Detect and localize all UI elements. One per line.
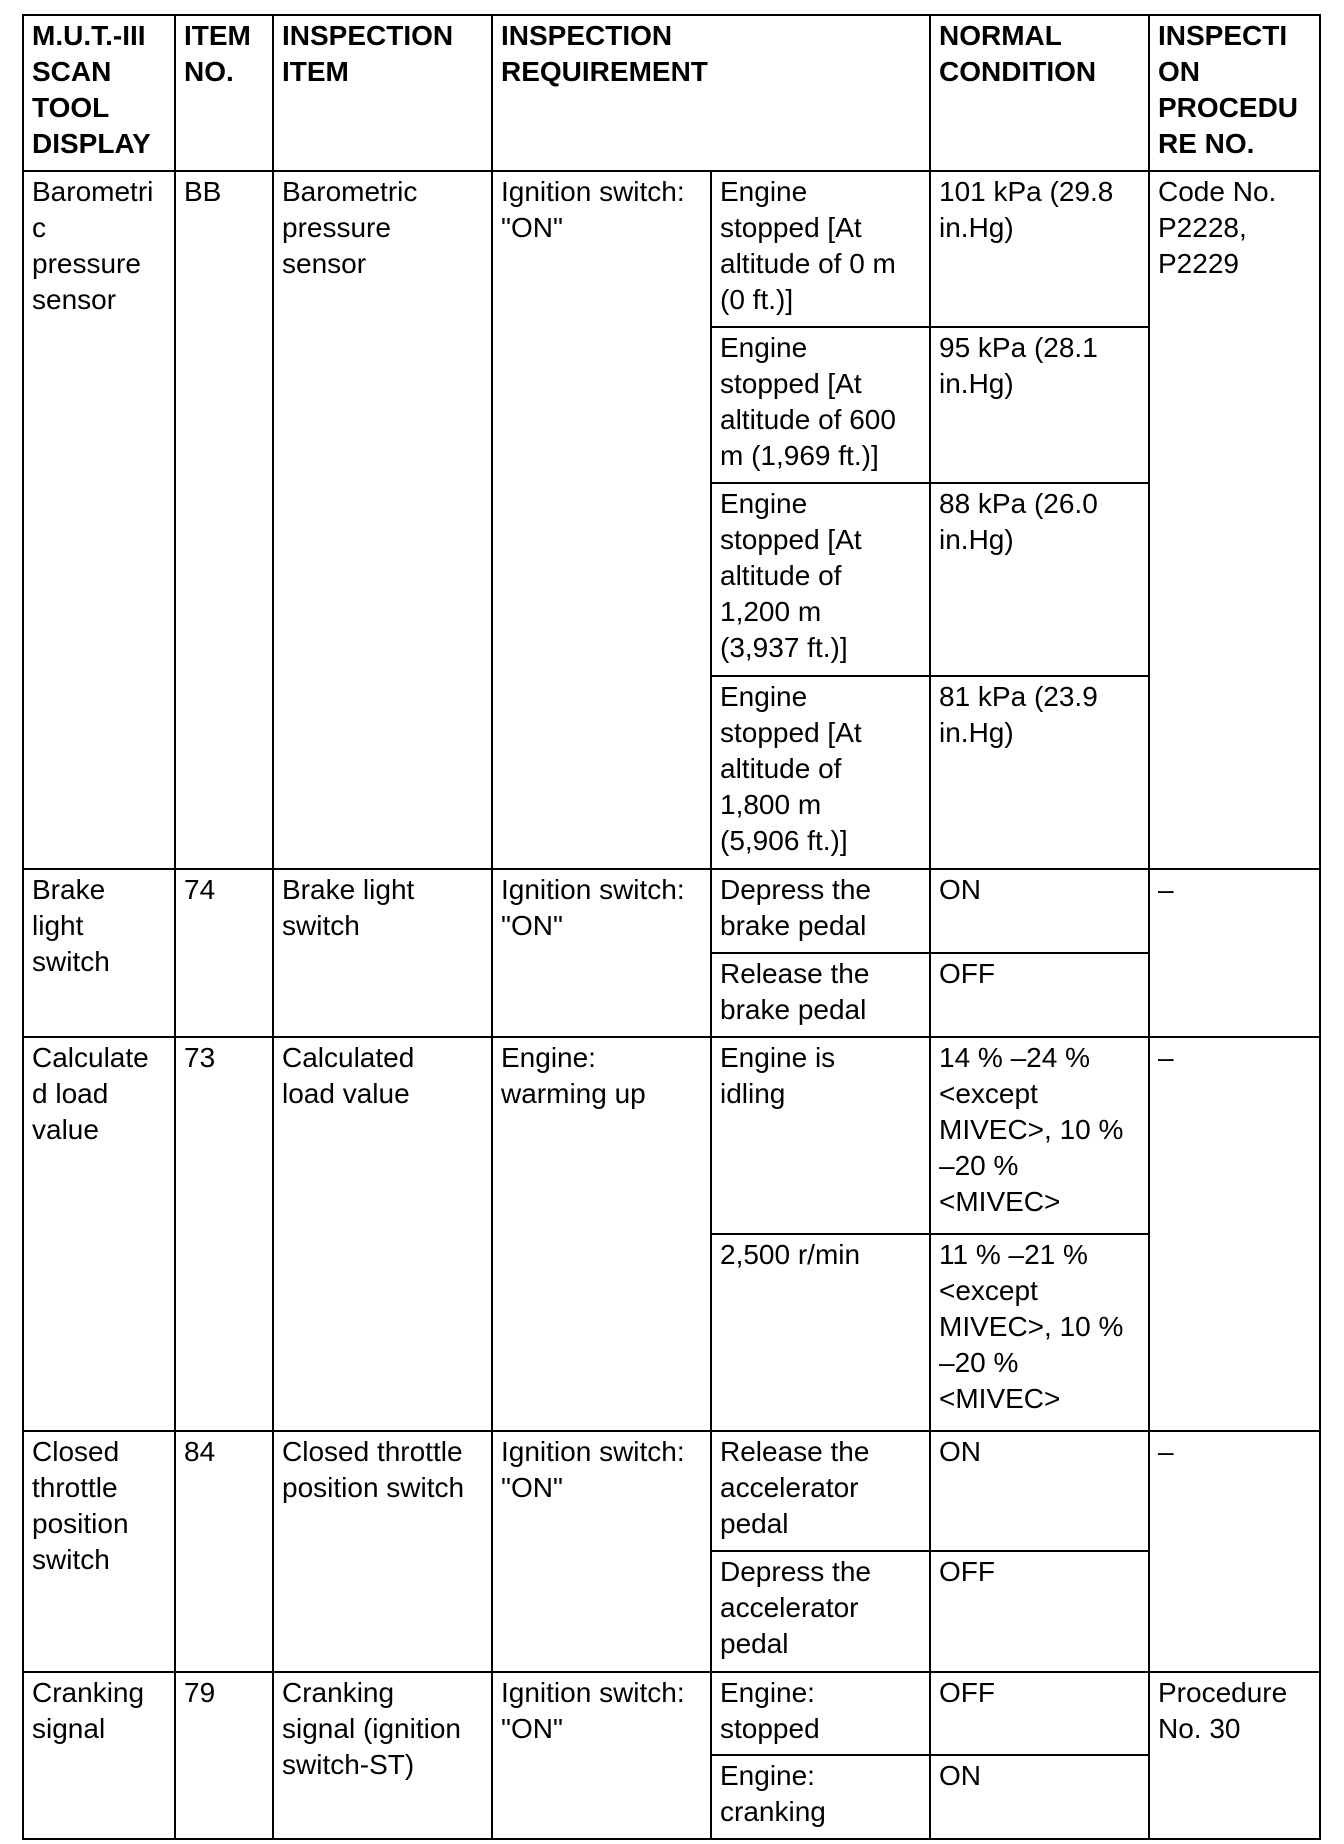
inspection-item-cell [273, 171, 492, 869]
scan-tool-display-cell-text: Closed throttle position switch [32, 1436, 129, 1575]
table-row [23, 869, 1320, 953]
table-row [23, 1431, 1320, 1551]
item-no-cell-text: 84 [184, 1436, 216, 1467]
requirement-detail-cell-text: Engine stopped [At altitude of 1,200 m (3,937 ft.)] [720, 488, 862, 663]
procedure-cell [1149, 1431, 1320, 1672]
requirement-detail-cell [711, 327, 930, 483]
normal-condition-cell [930, 171, 1149, 327]
requirement-detail-cell-text: Engine is idling [720, 1042, 836, 1109]
procedure-cell [1149, 1037, 1320, 1431]
normal-condition-cell-text: 14 % –24 % <except MIVEC>, 10 % –20 % <MIVEC> [939, 1042, 1124, 1217]
inspection-item-cell [273, 1037, 492, 1431]
requirement-detail-cell-text: Engine stopped [At altitude of 600 m (1,969 ft.)] [720, 332, 896, 471]
requirement-condition-cell [492, 171, 711, 869]
normal-condition-cell [930, 483, 1149, 676]
scan-tool-display-cell [23, 1672, 175, 1839]
requirement-detail-cell-text: Release the brake pedal [720, 958, 870, 1025]
procedure-cell-text: – [1158, 874, 1174, 905]
header-inspection-requirement: INSPECTION REQUIREMENT [492, 15, 930, 171]
normal-condition-cell [930, 869, 1149, 953]
scan-tool-display-cell [23, 171, 175, 869]
inspection-item-cell [273, 1431, 492, 1672]
requirement-detail-cell-text: Depress the brake pedal [720, 874, 871, 941]
requirement-condition-cell [492, 1431, 711, 1672]
scan-tool-display-cell-text: Brake light switch [32, 874, 110, 977]
table-body [23, 171, 1320, 1839]
requirement-detail-cell-text: Engine stopped [At altitude of 0 m (0 ft.)] [720, 176, 896, 315]
normal-condition-cell [930, 327, 1149, 483]
procedure-cell [1149, 1672, 1320, 1839]
normal-condition-cell-text: OFF [939, 958, 995, 989]
normal-condition-cell [930, 676, 1149, 869]
table-row [23, 1672, 1320, 1755]
procedure-cell [1149, 869, 1320, 1037]
item-no-cell [175, 869, 273, 1037]
requirement-condition-cell-text: Ignition switch: "ON" [501, 1677, 685, 1744]
normal-condition-cell [930, 1431, 1149, 1551]
table-row [23, 1037, 1320, 1234]
procedure-cell [1149, 171, 1320, 869]
requirement-detail-cell-text: Engine: cranking [720, 1760, 826, 1827]
scan-tool-display-cell [23, 1431, 175, 1672]
requirement-detail-cell [711, 869, 930, 953]
requirement-detail-cell-text: 2,500 r/min [720, 1239, 861, 1270]
requirement-detail-cell-text: Engine stopped [At altitude of 1,800 m (5,906 ft.)] [720, 681, 862, 856]
normal-condition-cell-text: ON [939, 1436, 981, 1467]
requirement-detail-cell [711, 1234, 930, 1431]
requirement-detail-cell [711, 1755, 930, 1839]
procedure-cell-text: – [1158, 1436, 1174, 1467]
inspection-item-cell [273, 1672, 492, 1839]
requirement-condition-cell-text: Ignition switch: "ON" [501, 874, 685, 941]
requirement-detail-cell [711, 1672, 930, 1755]
inspection-item-cell-text: Brake light switch [282, 874, 415, 941]
requirement-condition-cell [492, 869, 711, 1037]
scan-tool-display-cell [23, 869, 175, 1037]
normal-condition-cell [930, 953, 1149, 1037]
requirement-condition-cell-text: Ignition switch: "ON" [501, 1436, 685, 1503]
requirement-detail-cell-text: Release the accelerator pedal [720, 1436, 870, 1539]
header-scan-tool-display: M.U.T.-III SCAN TOOL DISPLAY [23, 15, 175, 171]
inspection-item-cell-text: Closed throttle position switch [282, 1436, 465, 1503]
requirement-detail-cell [711, 483, 930, 676]
normal-condition-cell-text: OFF [939, 1556, 995, 1587]
requirement-condition-cell-text: Engine: warming up [501, 1042, 646, 1109]
requirement-condition-cell [492, 1037, 711, 1431]
normal-condition-cell-text: 11 % –21 % <except MIVEC>, 10 % –20 % <MIVEC> [939, 1239, 1124, 1414]
header-inspection-item: INSPECTION ITEM [273, 15, 492, 171]
scan-tool-display-cell-text: Barometri c pressure sensor [32, 176, 154, 315]
normal-condition-cell [930, 1037, 1149, 1234]
normal-condition-cell-text: 88 kPa (26.0 in.Hg) [939, 488, 1098, 555]
requirement-condition-cell [492, 1672, 711, 1839]
procedure-cell-text: – [1158, 1042, 1174, 1073]
scan-tool-display-cell-text: Calculate d load value [32, 1042, 149, 1145]
requirement-detail-cell [711, 1037, 930, 1234]
item-no-cell-text: 74 [184, 874, 216, 905]
scan-tool-display-cell [23, 1037, 175, 1431]
item-no-cell-text: BB [184, 176, 222, 207]
requirement-detail-cell-text: Depress the accelerator pedal [720, 1556, 871, 1659]
header-normal-condition: NORMAL CONDITION [930, 15, 1149, 171]
normal-condition-cell-text: 81 kPa (23.9 in.Hg) [939, 681, 1098, 748]
requirement-detail-cell [711, 1551, 930, 1672]
inspection-item-cell [273, 869, 492, 1037]
inspection-item-cell-text: Cranking signal (ignition switch-ST) [282, 1677, 461, 1780]
inspection-item-cell-text: Barometric pressure sensor [282, 176, 418, 279]
header-item-no: ITEM NO. [175, 15, 273, 171]
normal-condition-cell-text: ON [939, 1760, 981, 1791]
requirement-detail-cell [711, 676, 930, 869]
item-no-cell [175, 1672, 273, 1839]
table-row [23, 171, 1320, 327]
header-inspection-procedure: INSPECTI ON PROCEDU RE NO. [1149, 15, 1320, 171]
item-no-cell-text: 79 [184, 1677, 216, 1708]
requirement-detail-cell-text: Engine: stopped [720, 1677, 820, 1744]
requirement-condition-cell-text: Ignition switch: "ON" [501, 176, 685, 243]
normal-condition-cell-text: 95 kPa (28.1 in.Hg) [939, 332, 1098, 399]
normal-condition-cell-text: ON [939, 874, 981, 905]
normal-condition-cell [930, 1551, 1149, 1672]
requirement-detail-cell [711, 171, 930, 327]
inspection-item-cell-text: Calculated load value [282, 1042, 415, 1109]
item-no-cell [175, 1431, 273, 1672]
scan-tool-display-cell-text: Cranking signal [32, 1677, 145, 1744]
requirement-detail-cell [711, 953, 930, 1037]
requirement-detail-cell [711, 1431, 930, 1551]
inspection-table [22, 14, 1321, 1840]
item-no-cell [175, 171, 273, 869]
normal-condition-cell-text: OFF [939, 1677, 995, 1708]
item-no-cell [175, 1037, 273, 1431]
normal-condition-cell [930, 1672, 1149, 1755]
normal-condition-cell [930, 1755, 1149, 1839]
procedure-cell-text: Code No. P2228, P2229 [1158, 176, 1277, 279]
normal-condition-cell [930, 1234, 1149, 1431]
item-no-cell-text: 73 [184, 1042, 216, 1073]
header-row [23, 15, 1320, 171]
normal-condition-cell-text: 101 kPa (29.8 in.Hg) [939, 176, 1114, 243]
procedure-cell-text: Procedure No. 30 [1158, 1677, 1288, 1744]
